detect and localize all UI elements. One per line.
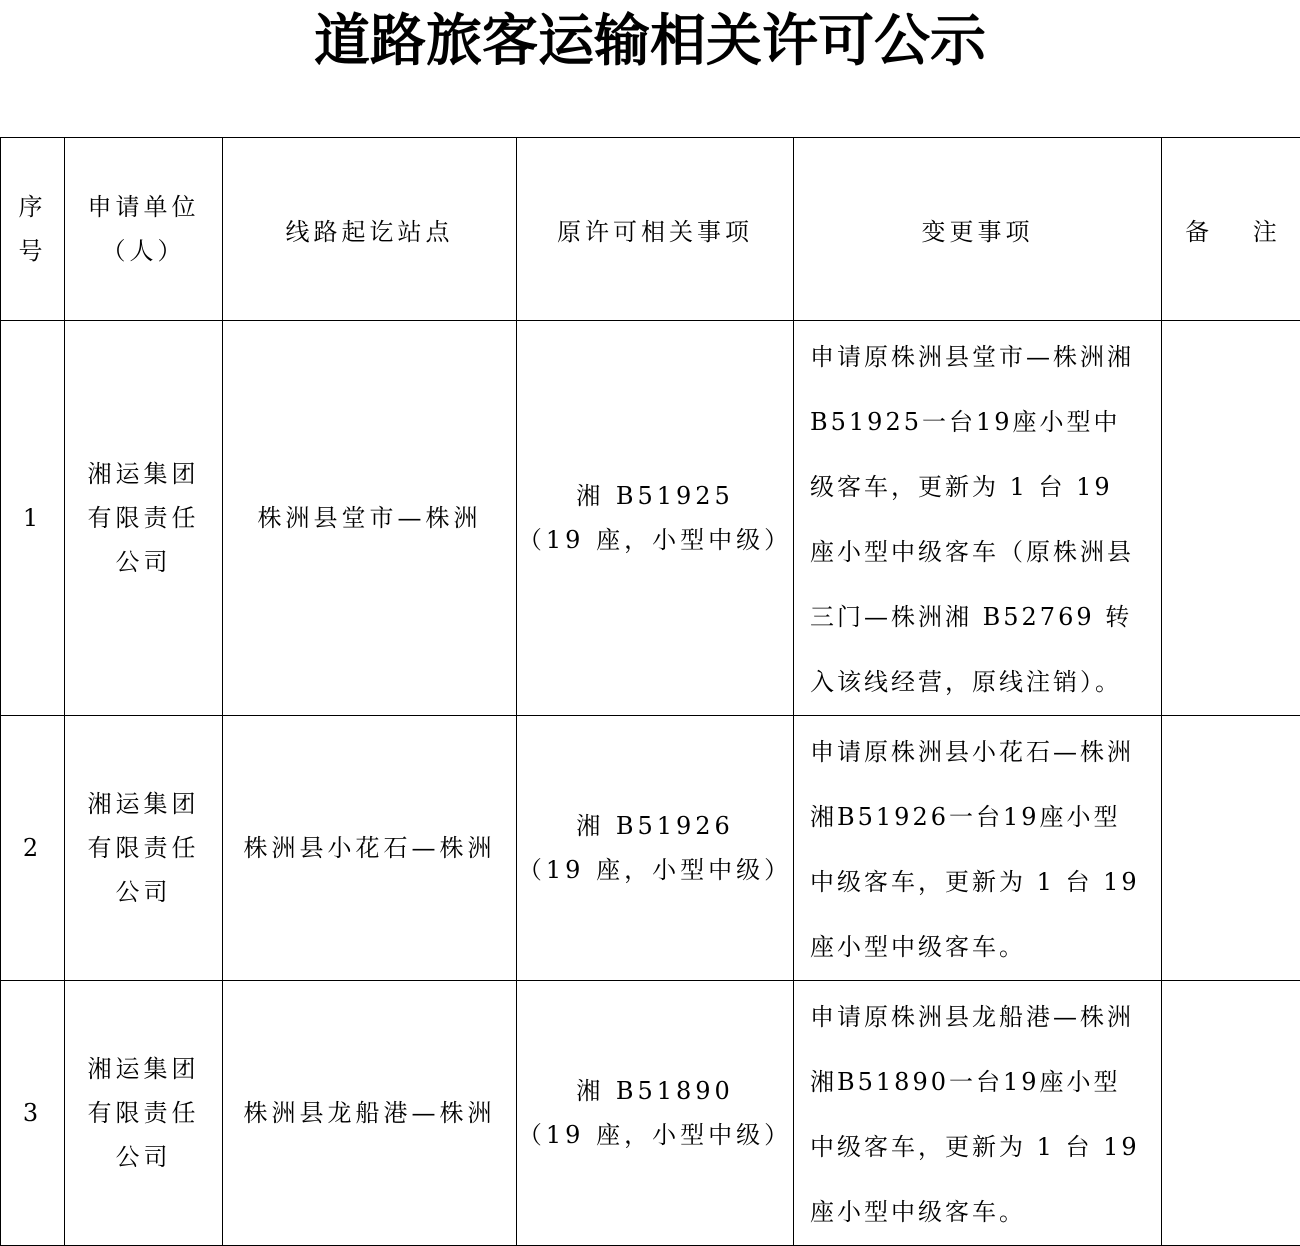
applicant-line: 湘运集团 <box>65 782 222 826</box>
applicant-line: 公司 <box>65 540 222 584</box>
header-note: 备 注 <box>1162 138 1300 321</box>
row-applicant <box>65 321 223 716</box>
row-change: 申请原株洲县堂市—株洲湘B51925一台19座小型中级客车，更新为 1 台 19 座小型中级客车（原株洲县三门—株洲湘 B52769 转入该线经营，原线注销）。 <box>794 321 1162 716</box>
original-detail: （19 座，小型中级） <box>517 848 793 892</box>
original-plate: 湘 B51926 <box>517 804 793 848</box>
table-row <box>1 981 1300 1246</box>
row-note <box>1162 321 1300 716</box>
header-applicant-line-2: （人） <box>65 229 222 273</box>
applicant-line: 有限责任 <box>65 826 222 870</box>
row-seq: 1 <box>1 321 65 716</box>
row-seq: 3 <box>1 981 65 1246</box>
applicant-line: 公司 <box>65 1135 222 1179</box>
row-route: 株洲县小花石—株洲 <box>223 716 517 981</box>
header-route: 线路起讫站点 <box>223 138 517 321</box>
header-applicant <box>65 138 223 321</box>
header-applicant-line-1: 申请单位 <box>65 185 222 229</box>
row-seq: 2 <box>1 716 65 981</box>
applicant-line: 湘运集团 <box>65 452 222 496</box>
applicant-line: 有限责任 <box>65 496 222 540</box>
table-row <box>1 716 1300 981</box>
row-route: 株洲县堂市—株洲 <box>223 321 517 716</box>
original-detail: （19 座，小型中级） <box>517 1113 793 1157</box>
table-header-row <box>1 138 1300 321</box>
row-original <box>517 716 794 981</box>
row-applicant <box>65 716 223 981</box>
row-original <box>517 321 794 716</box>
header-original: 原许可相关事项 <box>517 138 794 321</box>
row-note <box>1162 981 1300 1246</box>
row-applicant <box>65 981 223 1246</box>
document-title: 道路旅客运输相关许可公示 <box>0 6 1300 78</box>
row-route: 株洲县龙船港—株洲 <box>223 981 517 1246</box>
applicant-line: 有限责任 <box>65 1091 222 1135</box>
header-seq-line-1: 序 <box>1 185 64 229</box>
applicant-line: 公司 <box>65 870 222 914</box>
header-change: 变更事项 <box>794 138 1162 321</box>
row-original <box>517 981 794 1246</box>
original-detail: （19 座，小型中级） <box>517 518 793 562</box>
applicant-line: 湘运集团 <box>65 1047 222 1091</box>
permit-table <box>0 137 1300 1246</box>
row-change: 申请原株洲县龙船港—株洲湘B51890一台19座小型中级客车，更新为 1 台 19 座小型中级客车。 <box>794 981 1162 1246</box>
table-row <box>1 321 1300 716</box>
row-change: 申请原株洲县小花石—株洲湘B51926一台19座小型中级客车，更新为 1 台 19 座小型中级客车。 <box>794 716 1162 981</box>
row-note <box>1162 716 1300 981</box>
original-plate: 湘 B51925 <box>517 474 793 518</box>
header-seq <box>1 138 65 321</box>
header-seq-line-2: 号 <box>1 229 64 273</box>
original-plate: 湘 B51890 <box>517 1069 793 1113</box>
